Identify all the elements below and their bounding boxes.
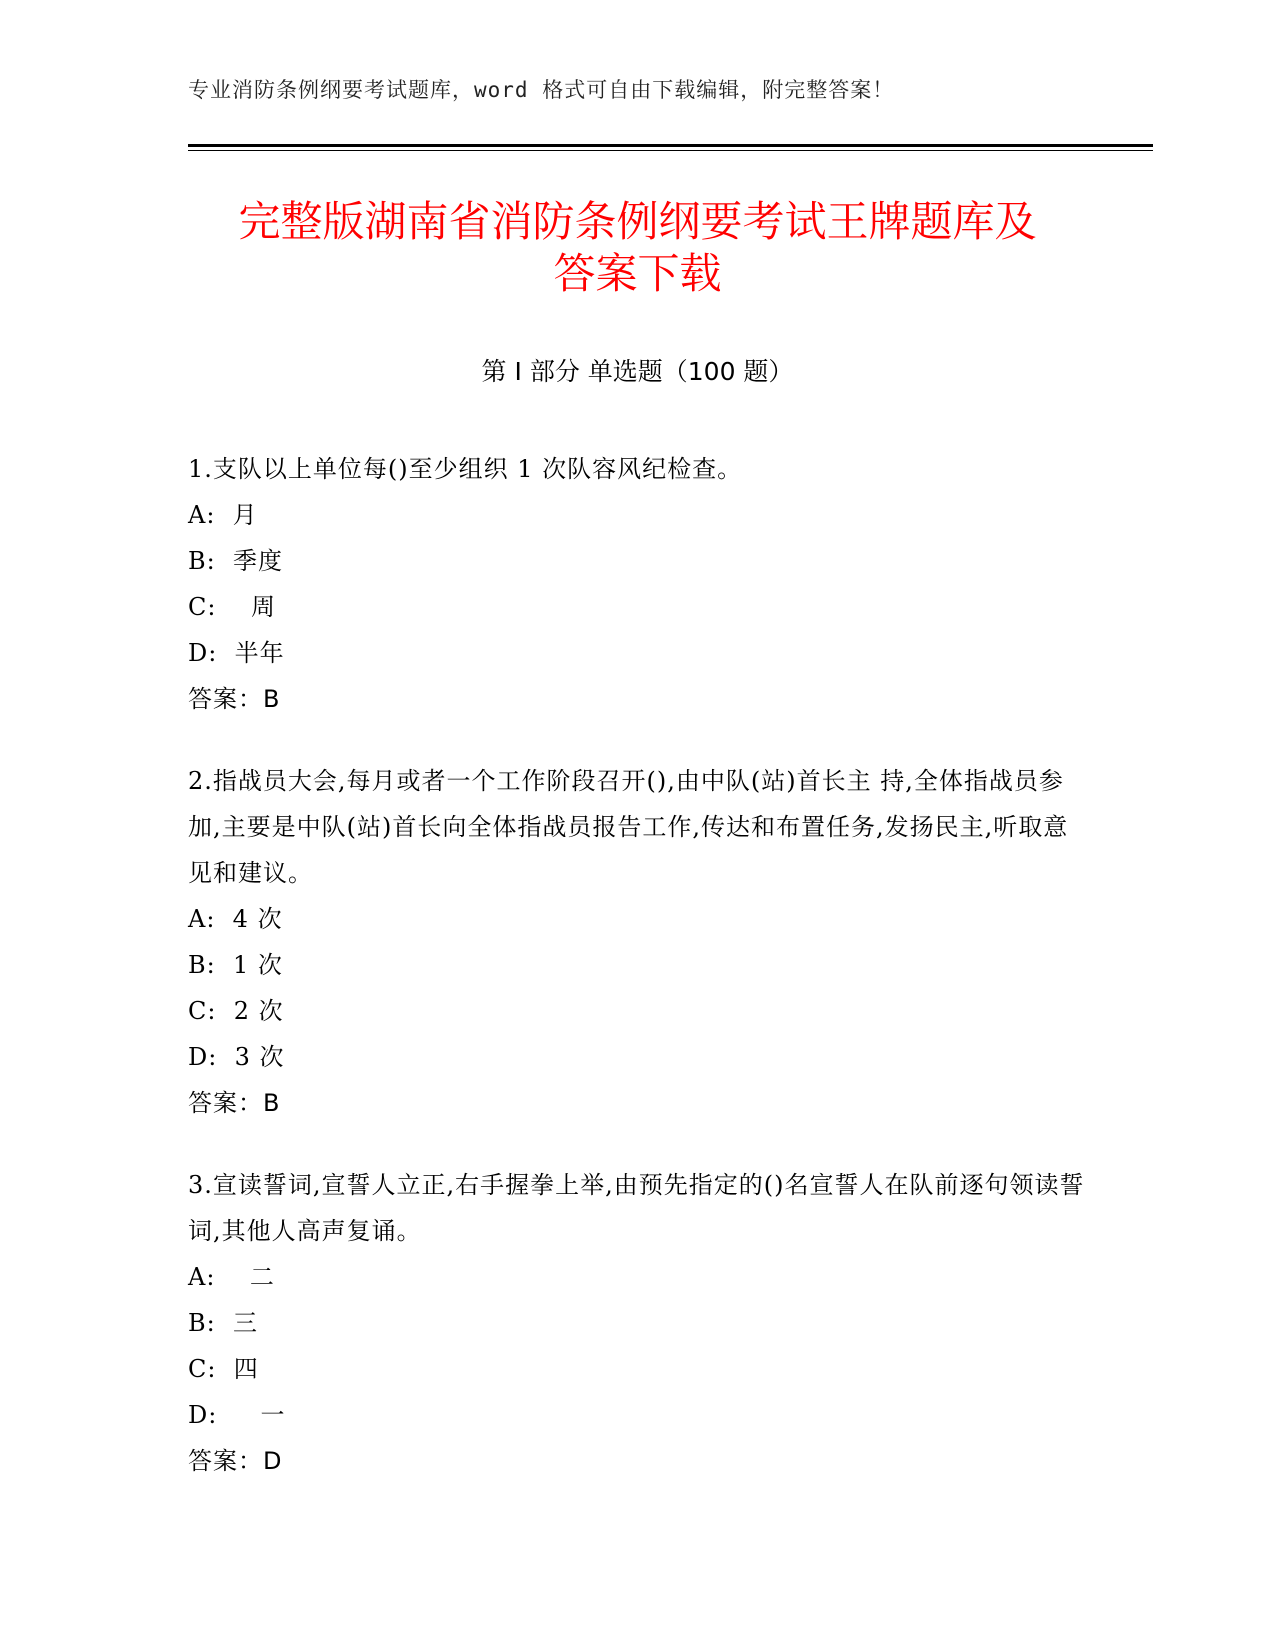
document-title-line2: 答案下载: [553, 249, 722, 298]
option-c: C: 周: [188, 593, 276, 621]
answer: 答案：B: [188, 685, 281, 713]
option-b: B: 季度: [188, 547, 283, 575]
option-a: A: 4 次: [188, 905, 283, 933]
option-b: B: 1 次: [188, 951, 283, 979]
question-1: [188, 446, 1088, 722]
answer: 答案：B: [188, 1089, 281, 1117]
question-text: 1.支队以上单位每()至少组织 1 次队容风纪检查。: [188, 455, 743, 483]
question-2: [188, 758, 1088, 1126]
question-3: [188, 1162, 1088, 1484]
header-rule-thin: [188, 150, 1153, 151]
option-d: D: 3 次: [188, 1043, 285, 1071]
question-text: 2.指战员大会,每月或者一个工作阶段召开(),由中队(站)首长主 持,全体指战员参加,主要是中队(站)首长向全体指战员报告工作,传达和布置任务,发扬民主,听取意见和建议。: [188, 767, 1069, 887]
question-list: [188, 446, 1088, 1520]
answer: 答案：D: [188, 1447, 283, 1475]
option-b: B: 三: [188, 1309, 258, 1337]
header-note: 专业消防条例纲要考试题库，word 格式可自由下载编辑，附完整答案！: [188, 78, 895, 102]
option-d: D: 半年: [188, 639, 285, 667]
option-c: C: 四: [188, 1355, 259, 1383]
document-title: [160, 196, 1115, 300]
question-text: 3.宣读誓词,宣誓人立正,右手握拳上举,由预先指定的()名宣誓人在队前逐句领读誓词,其他人高声复诵。: [188, 1171, 1085, 1245]
option-c: C: 2 次: [188, 997, 284, 1025]
option-d: D: 一: [188, 1401, 286, 1429]
header-rule-thick: [188, 144, 1153, 147]
option-a: A: 二: [188, 1263, 275, 1291]
section-title: 第 I 部分 单选题（100 题）: [481, 357, 794, 386]
option-a: A: 月: [188, 501, 258, 529]
document-title-line1: 完整版湖南省消防条例纲要考试王牌题库及: [238, 197, 1037, 246]
